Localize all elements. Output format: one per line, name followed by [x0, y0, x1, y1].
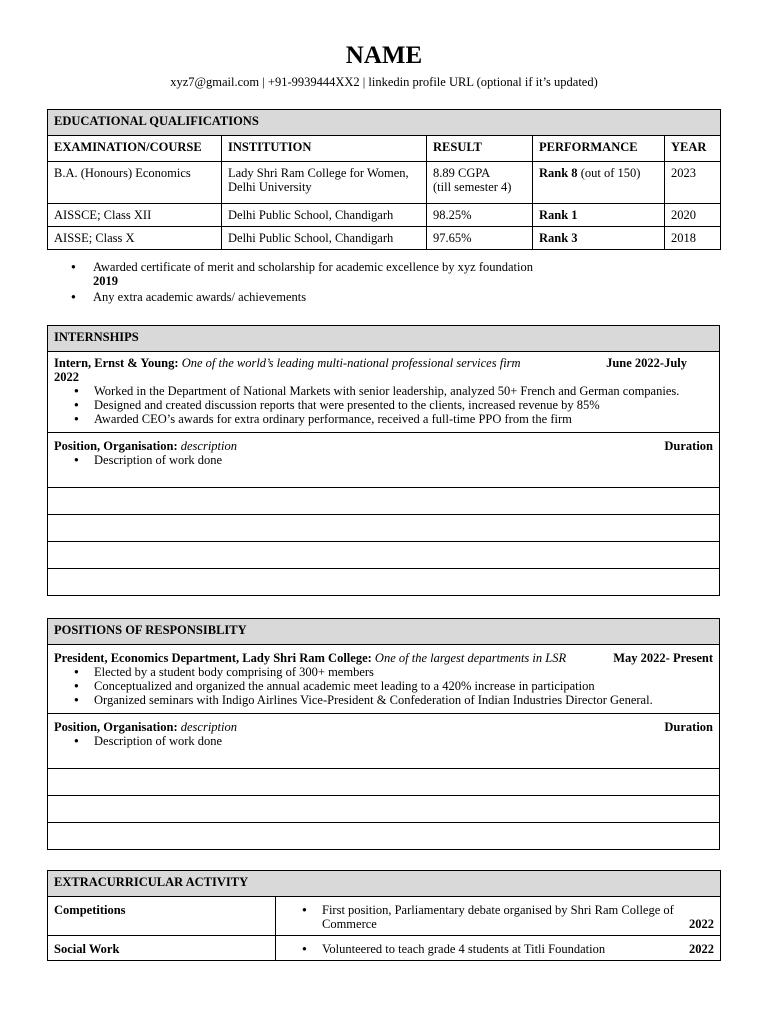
rank-detail: (out of 150) — [577, 166, 641, 180]
year-cell: 2018 — [665, 227, 721, 250]
course-cell: B.A. (Honours) Economics — [48, 162, 222, 204]
entry-description: description — [180, 439, 237, 453]
entry-role: President, Economics Department, Lady Shri Ram College: — [54, 651, 372, 665]
education-section-title: EDUCATIONAL QUALIFICATIONS — [48, 110, 721, 136]
rank-label: Rank 1 — [539, 208, 578, 222]
activity-text: ● First position, Parliamentary debate organised by Shri Ram College of — [322, 903, 674, 917]
activity-list — [276, 903, 714, 931]
institution-line: Delhi University — [228, 180, 312, 194]
result-cell: 98.25% — [427, 204, 533, 227]
activity-list — [276, 942, 714, 956]
col-header-course: EXAMINATION/COURSE — [48, 136, 222, 162]
blank-row — [48, 488, 720, 515]
internship-entry — [48, 352, 720, 433]
activity-text: Commerce — [322, 917, 377, 931]
entry-role: Intern, Ernst & Young: — [54, 356, 179, 370]
table-row — [48, 936, 721, 961]
col-header-result: RESULT — [427, 136, 533, 162]
blank-row — [48, 823, 720, 850]
activity-text: ● Volunteered to teach grade 4 students at Titli Foundation — [322, 942, 606, 956]
rank-label: Rank 3 — [539, 231, 578, 245]
entry-duration-cont: 2022 — [54, 370, 79, 384]
award-text: Awarded certificate of merit and scholarship for academic excellence by xyz foundation — [93, 260, 533, 274]
blank-row — [48, 515, 720, 542]
extracurricular-table — [47, 870, 721, 961]
list-item — [276, 903, 714, 931]
institution-cell: Delhi Public School, Chandigarh — [222, 204, 427, 227]
entry-duration: Duration — [664, 439, 713, 453]
list-item: ● Conceptualized and organized the annual academic meet leading to a 420% increase in participation — [48, 679, 713, 693]
blank-row — [48, 569, 720, 596]
result-line: 8.89 CGPA — [433, 166, 491, 180]
positions-table — [47, 618, 720, 850]
activity-year: 2022 — [689, 917, 714, 931]
course-cell: AISSCE; Class XII — [48, 204, 222, 227]
result-cell — [427, 162, 533, 204]
institution-cell: Delhi Public School, Chandigarh — [222, 227, 427, 250]
year-cell: 2023 — [665, 162, 721, 204]
entry-duration: Duration — [664, 720, 713, 734]
institution-line: Lady Shri Ram College for Women, — [228, 166, 409, 180]
entry-bullets — [48, 384, 713, 426]
course-cell: AISSE; Class X — [48, 227, 222, 250]
table-row — [48, 897, 721, 936]
year-cell: 2020 — [665, 204, 721, 227]
internships-section-title: INTERNSHIPS — [48, 326, 720, 352]
entry-bullets — [48, 453, 713, 467]
blank-row — [48, 769, 720, 796]
entry-bullets — [48, 665, 713, 707]
list-item: ● Description of work done — [48, 734, 713, 748]
internships-table — [47, 325, 720, 596]
entry-duration: June 2022-July — [606, 356, 687, 370]
list-item: ● Organized seminars with Indigo Airlines Vice-President & Confederation of Indian Industries Director General. — [48, 693, 713, 707]
result-line: (till semester 4) — [433, 180, 512, 194]
blank-row — [48, 542, 720, 569]
col-header-performance: PERFORMANCE — [533, 136, 665, 162]
activity-year: 2022 — [689, 942, 714, 956]
award-text: Any extra academic awards/ achievements — [93, 290, 307, 304]
list-item — [276, 942, 714, 956]
table-row — [48, 204, 721, 227]
position-entry — [48, 714, 720, 769]
entry-description: One of the largest departments in LSR — [374, 651, 567, 665]
table-row — [48, 227, 721, 250]
list-item: ● Description of work done — [48, 453, 713, 467]
award-year: 2019 — [93, 274, 118, 288]
positions-section-title: POSITIONS OF RESPONSIBLITY — [48, 619, 720, 645]
col-header-year: YEAR — [665, 136, 721, 162]
entry-bullets — [48, 734, 713, 748]
education-table — [47, 109, 721, 250]
entry-description: One of the world’s leading multi-national professional services firm — [181, 356, 521, 370]
performance-cell — [533, 227, 665, 250]
entry-description: description — [180, 720, 237, 734]
blank-row — [48, 796, 720, 823]
resume-name: NAME — [345, 42, 423, 69]
internship-entry — [48, 433, 720, 488]
entry-role: Position, Organisation: — [54, 720, 178, 734]
rank-label: Rank 8 — [539, 166, 578, 180]
result-cell: 97.65% — [427, 227, 533, 250]
list-item — [47, 290, 720, 304]
table-row — [48, 162, 721, 204]
institution-cell — [222, 162, 427, 204]
entry-role: Position, Organisation: — [54, 439, 178, 453]
entry-duration: May 2022- Present — [613, 651, 713, 665]
list-item: ● Elected by a student body comprising of 300+ members — [48, 665, 713, 679]
extracurricular-section-title: EXTRACURRICULAR ACTIVITY — [48, 871, 721, 897]
list-item: ● Designed and created discussion reports that were presented to the clients, increased revenue by 85% — [48, 398, 713, 412]
performance-cell — [533, 204, 665, 227]
activity-category: Competitions — [54, 903, 126, 917]
performance-cell — [533, 162, 665, 204]
col-header-institution: INSTITUTION — [222, 136, 427, 162]
activity-category: Social Work — [54, 942, 120, 956]
contact-line: xyz7@gmail.com | +91-9939444XX2 | linkedin profile URL (optional if it’s updated) — [170, 75, 598, 89]
list-item: ● Awarded CEO’s awards for extra ordinary performance, received a full-time PPO from the firm — [48, 412, 713, 426]
list-item: ● Worked in the Department of National Markets with senior leadership, analyzed 50+ French and German companies. — [48, 384, 713, 398]
list-item — [47, 260, 720, 288]
education-awards-list — [47, 260, 720, 304]
position-entry — [48, 645, 720, 714]
